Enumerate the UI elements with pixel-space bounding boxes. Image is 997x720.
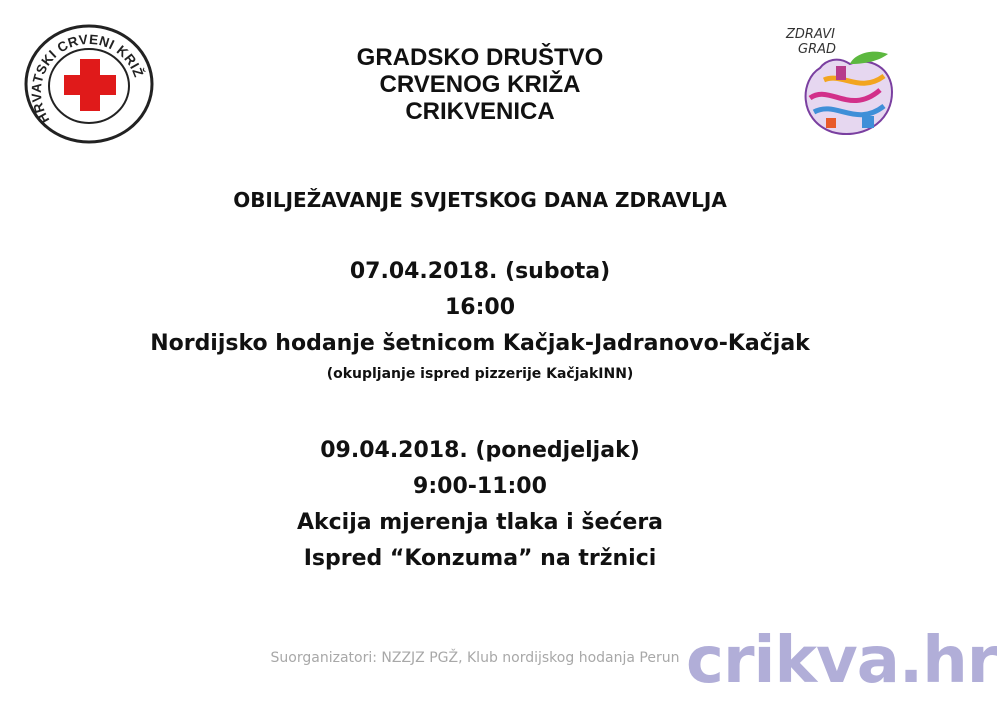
event-heading: OBILJEŽAVANJE SVJETSKOG DANA ZDRAVLJA [233, 188, 727, 212]
event-2-title: Akcija mjerenja tlaka i šećera [296, 510, 664, 535]
org-line-2: CRVENOG KRIŽA [379, 71, 581, 98]
org-line-3: CRIKVENICA [405, 98, 555, 125]
event-2-date: 09.04.2018. (ponedjeljak) [320, 438, 640, 463]
red-cross-logo [22, 22, 156, 146]
org-line-1: GRADSKO DRUŠTVO [356, 44, 604, 71]
event-1-date: 07.04.2018. (subota) [349, 259, 611, 284]
event-1-title: Nordijsko hodanje šetnicom Kačjak-Jadranovo-Kačjak [150, 331, 810, 356]
event-2-location: Ispred “Konzuma” na tržnici [303, 546, 657, 571]
event-1 [0, 254, 960, 386]
ring-text: HRVATSKI CRVENI KRIŽ [28, 31, 147, 127]
site-watermark: crikva.hr [686, 624, 997, 698]
zdravi-grad-logo [780, 20, 910, 140]
zdravi-grad-emblem [780, 20, 910, 140]
organization-title [300, 44, 660, 125]
event-2-time: 9:00-11:00 [413, 474, 547, 499]
event-1-note: (okupljanje ispred pizzerije KačjakINN) [326, 366, 634, 382]
co-organizers-footer: Suorganizatori: NZZJZ PGŽ, Klub nordijskog hodanja Perun [270, 650, 680, 666]
event-1-time: 16:00 [444, 295, 516, 320]
event-2 [0, 433, 960, 577]
logo-word-2: GRAD [798, 42, 837, 57]
logo-word-1: ZDRAVI [786, 27, 835, 42]
red-cross-emblem [22, 22, 156, 146]
